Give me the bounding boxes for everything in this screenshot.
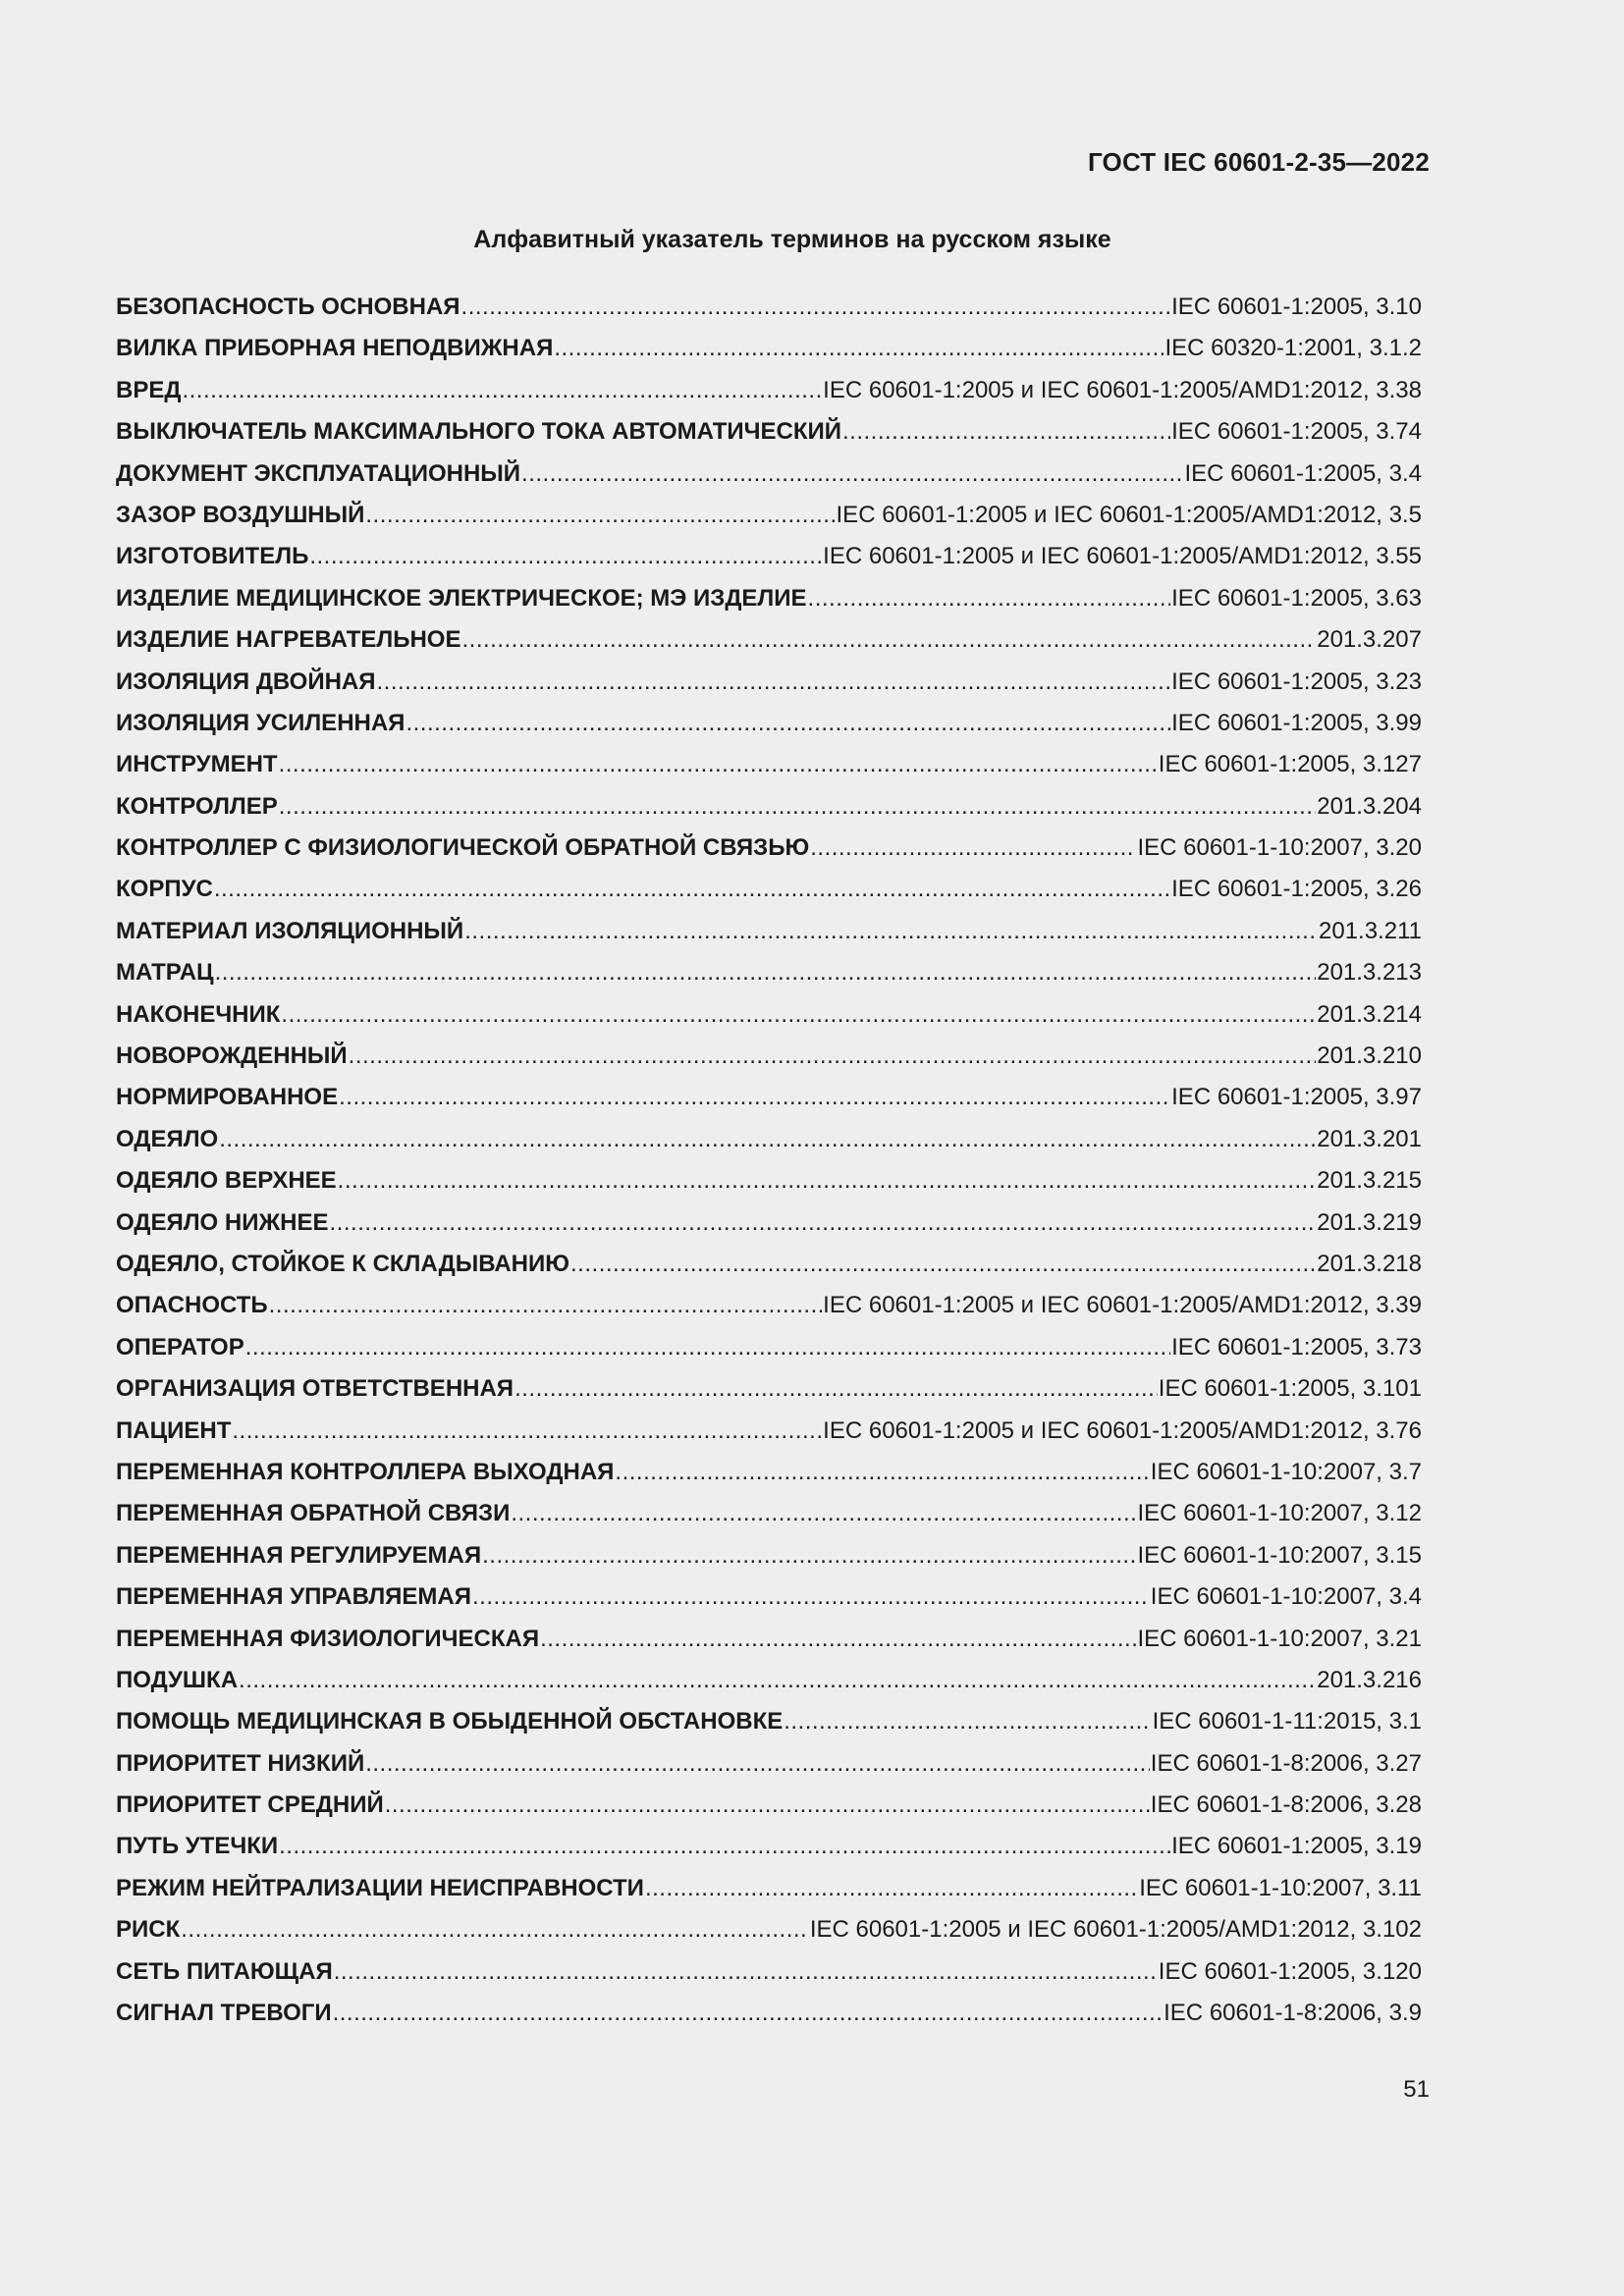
index-term: ИЗДЕЛИЕ МЕДИЦИНСКОЕ ЭЛЕКТРИЧЕСКОЕ; МЭ ИЗДЕЛИЕ [116,584,807,612]
index-reference: IEC 60601-1:2005 и IEC 60601-1:2005/AMD1:2012, 3.38 [823,376,1422,403]
index-term: ПОМОЩЬ МЕДИЦИНСКАЯ В ОБЫДЕННОЙ ОБСТАНОВКЕ [116,1708,784,1735]
dot-leader [279,1826,1170,1867]
index-term: КОНТРОЛЛЕР [116,792,278,820]
index-entry [116,1244,1422,1285]
index-reference: IEC 60601-1:2005 и IEC 60601-1:2005/AMD1:2012, 3.76 [823,1416,1422,1444]
index-term: ВРЕД [116,376,182,403]
index-reference: 201.3.216 [1317,1666,1422,1693]
index-entry [116,1951,1422,1993]
index-term: ПЕРЕМЕННАЯ РЕГУЛИРУЕМАЯ [116,1541,482,1569]
index-entry [116,328,1422,369]
index-reference: 201.3.207 [1317,626,1422,654]
page-number: 51 [1403,2076,1430,2103]
dot-leader [339,1077,1170,1118]
dot-leader [464,911,1318,952]
dot-leader [239,1660,1316,1701]
dot-leader [181,1909,809,1950]
index-reference: IEC 60601-1-10:2007, 3.20 [1137,834,1422,862]
index-entry [116,287,1422,328]
dot-leader [511,1493,1136,1534]
index-entry [116,1535,1422,1576]
index-reference: IEC 60601-1:2005, 3.101 [1158,1375,1422,1403]
term-index-list [116,287,1422,2034]
index-entry [116,1160,1422,1201]
index-entry [116,1909,1422,1950]
index-reference: 201.3.211 [1319,917,1422,944]
index-term: НОРМИРОВАННОЕ [116,1084,339,1111]
index-reference: IEC 60601-1:2005, 3.19 [1171,1833,1422,1860]
index-entry [116,828,1422,869]
index-reference: IEC 60601-1-8:2006, 3.27 [1150,1749,1422,1777]
dot-leader [808,578,1171,619]
index-reference: 201.3.204 [1317,792,1422,820]
index-term: ВЫКЛЮЧАТЕЛЬ МАКСИМАЛЬНОГО ТОКА АВТОМАТИЧЕСКИЙ [116,418,841,446]
index-reference: IEC 60601-1:2005, 3.23 [1171,667,1422,695]
dot-leader [554,328,1164,369]
index-entry [116,1452,1422,1493]
index-entry [116,1993,1422,2034]
dot-leader [482,1535,1136,1576]
dot-leader [365,495,835,536]
index-entry [116,1077,1422,1118]
index-entry [116,994,1422,1036]
dot-leader [385,1785,1150,1826]
index-entry [116,619,1422,661]
dot-leader [281,994,1316,1036]
dot-leader [570,1244,1316,1285]
dot-leader [279,786,1316,828]
index-reference: IEC 60601-1-11:2015, 3.1 [1152,1708,1422,1735]
index-entry [116,1576,1422,1618]
dot-leader [810,828,1136,869]
index-term: ЗАЗОР ВОЗДУШНЫЙ [116,501,365,528]
dot-leader [461,287,1171,328]
index-term: ПРИОРИТЕТ НИЗКИЙ [116,1749,365,1777]
index-entry [116,1411,1422,1452]
index-term: ВИЛКА ПРИБОРНАЯ НЕПОДВИЖНАЯ [116,335,554,362]
index-reference: 201.3.213 [1317,959,1422,987]
index-entry [116,411,1422,453]
index-term: СИГНАЛ ТРЕВОГИ [116,2000,332,2027]
index-term: ОДЕЯЛО, СТОЙКОЕ К СКЛАДЫВАНИЮ [116,1250,570,1277]
index-term: ПОДУШКА [116,1666,239,1693]
dot-leader [406,703,1170,744]
index-title: Алфавитный указатель терминов на русском языке [473,226,1111,253]
dot-leader [365,1743,1150,1785]
dot-leader [330,1202,1317,1244]
index-entry [116,1368,1422,1410]
index-term: КОРПУС [116,876,213,903]
dot-leader [338,1160,1317,1201]
index-reference: IEC 60320-1:2001, 3.1.2 [1164,335,1422,362]
dot-leader [645,1868,1138,1909]
index-entry [116,1660,1422,1701]
index-term: РИСК [116,1916,181,1944]
index-entry [116,911,1422,952]
dot-leader [521,454,1183,495]
index-entry [116,1119,1422,1160]
index-entry [116,744,1422,785]
dot-leader [349,1036,1317,1077]
index-term: СЕТЬ ПИТАЮЩАЯ [116,1957,333,1985]
index-term: НАКОНЕЧНИК [116,1000,281,1028]
index-reference: 201.3.219 [1317,1208,1422,1236]
index-entry [116,1701,1422,1742]
index-reference: IEC 60601-1:2005 и IEC 60601-1:2005/AMD1:2012, 3.5 [836,501,1422,528]
index-term: ПЕРЕМЕННАЯ КОНТРОЛЛЕРА ВЫХОДНАЯ [116,1458,615,1485]
index-term: ПЕРЕМЕННАЯ ФИЗИОЛОГИЧЕСКАЯ [116,1625,540,1652]
index-reference: IEC 60601-1:2005 и IEC 60601-1:2005/AMD1:2012, 3.55 [823,543,1422,570]
index-entry [116,1493,1422,1534]
index-entry [116,1785,1422,1826]
index-reference: 201.3.210 [1317,1042,1422,1070]
index-reference: IEC 60601-1-8:2006, 3.28 [1150,1791,1422,1819]
index-term: РЕЖИМ НЕЙТРАЛИЗАЦИИ НЕИСПРАВНОСТИ [116,1874,644,1901]
dot-leader [232,1411,822,1452]
index-entry [116,370,1422,411]
index-term: ПРИОРИТЕТ СРЕДНИЙ [116,1791,384,1819]
index-entry [116,578,1422,619]
index-reference: IEC 60601-1-10:2007, 3.15 [1137,1541,1422,1569]
index-entry [116,1619,1422,1660]
index-term: ОРГАНИЗАЦИЯ ОТВЕТСТВЕННАЯ [116,1375,514,1403]
index-reference: IEC 60601-1:2005, 3.74 [1171,418,1422,446]
index-entry [116,1868,1422,1909]
index-term: НОВОРОЖДЕННЫЙ [116,1042,348,1070]
index-term: ПЕРЕМЕННАЯ ОБРАТНОЙ СВЯЗИ [116,1500,511,1527]
index-reference: 201.3.214 [1317,1000,1422,1028]
index-term: ОПАСНОСТЬ [116,1292,268,1319]
dot-leader [214,869,1170,910]
index-reference: IEC 60601-1:2005, 3.127 [1158,751,1422,778]
index-entry [116,703,1422,744]
index-entry [116,952,1422,993]
index-reference: IEC 60601-1-10:2007, 3.4 [1150,1583,1422,1611]
index-term: ОПЕРАТОР [116,1333,244,1361]
index-entry [116,495,1422,536]
dot-leader [334,1951,1158,1993]
index-reference: IEC 60601-1:2005, 3.97 [1171,1084,1422,1111]
dot-leader [219,1119,1316,1160]
index-reference: IEC 60601-1:2005, 3.10 [1171,294,1422,320]
index-term: ПЕРЕМЕННАЯ УПРАВЛЯЕМАЯ [116,1583,472,1611]
index-term: ДОКУМЕНТ ЭКСПЛУАТАЦИОННЫЙ [116,459,521,487]
index-reference: IEC 60601-1:2005 и IEC 60601-1:2005/AMD1:2012, 3.39 [823,1292,1422,1319]
index-entry [116,1826,1422,1867]
dot-leader [461,619,1316,661]
index-term: ОДЕЯЛО НИЖНЕЕ [116,1208,329,1236]
index-reference: 201.3.215 [1317,1167,1422,1195]
index-reference: IEC 60601-1:2005, 3.4 [1184,459,1422,487]
index-reference: IEC 60601-1-10:2007, 3.7 [1150,1458,1422,1485]
dot-leader [245,1327,1170,1368]
index-term: ИЗДЕЛИЕ НАГРЕВАТЕЛЬНОЕ [116,626,461,654]
index-reference: IEC 60601-1:2005, 3.63 [1171,584,1422,612]
index-reference: IEC 60601-1:2005, 3.120 [1158,1957,1422,1985]
index-term: МАТЕРИАЛ ИЗОЛЯЦИОННЫЙ [116,917,464,944]
index-entry [116,1036,1422,1077]
index-entry [116,786,1422,828]
index-term: ИЗОЛЯЦИЯ УСИЛЕННАЯ [116,709,406,736]
index-term: ОДЕЯЛО [116,1125,219,1152]
index-reference: IEC 60601-1-10:2007, 3.11 [1139,1874,1422,1901]
index-term: ОДЕЯЛО ВЕРХНЕЕ [116,1167,337,1195]
index-term: ИНСТРУМЕНТ [116,751,278,778]
index-reference: IEC 60601-1-10:2007, 3.21 [1137,1625,1422,1652]
index-entry [116,1285,1422,1326]
dot-leader [615,1452,1149,1493]
dot-leader [514,1368,1158,1410]
index-reference: 201.3.201 [1317,1125,1422,1152]
dot-leader [182,370,822,411]
dot-leader [269,1285,823,1326]
index-reference: IEC 60601-1:2005 и IEC 60601-1:2005/AMD1:2012, 3.102 [809,1916,1422,1944]
dot-leader [472,1576,1150,1618]
index-entry [116,536,1422,577]
dot-leader [784,1701,1151,1742]
dot-leader [309,536,822,577]
index-term: КОНТРОЛЛЕР С ФИЗИОЛОГИЧЕСКОЙ ОБРАТНОЙ СВЯЗЬЮ [116,834,810,862]
index-term: ИЗГОТОВИТЕЛЬ [116,543,309,570]
index-term: МАТРАЦ [116,959,214,987]
dot-leader [215,952,1317,993]
index-entry [116,1202,1422,1244]
index-reference: IEC 60601-1:2005, 3.73 [1171,1333,1422,1361]
index-entry [116,662,1422,703]
dot-leader [842,411,1170,453]
index-reference: IEC 60601-1:2005, 3.99 [1171,709,1422,736]
index-term: ИЗОЛЯЦИЯ ДВОЙНАЯ [116,667,376,695]
index-entry [116,1743,1422,1785]
index-term: ПУТЬ УТЕЧКИ [116,1833,279,1860]
index-reference: IEC 60601-1-10:2007, 3.12 [1137,1500,1422,1527]
dot-leader [377,662,1171,703]
dot-leader [279,744,1158,785]
index-reference: IEC 60601-1-8:2006, 3.9 [1164,2000,1422,2027]
dot-leader [540,1619,1136,1660]
dot-leader [333,1993,1164,2034]
document-code: ГОСТ IEC 60601-2-35—2022 [1087,147,1430,177]
index-term: БЕЗОПАСНОСТЬ ОСНОВНАЯ [116,294,460,320]
index-reference: IEC 60601-1:2005, 3.26 [1171,876,1422,903]
index-reference: 201.3.218 [1317,1250,1422,1277]
index-entry [116,869,1422,910]
index-entry [116,1327,1422,1368]
index-entry [116,454,1422,495]
index-term: ПАЦИЕНТ [116,1416,232,1444]
